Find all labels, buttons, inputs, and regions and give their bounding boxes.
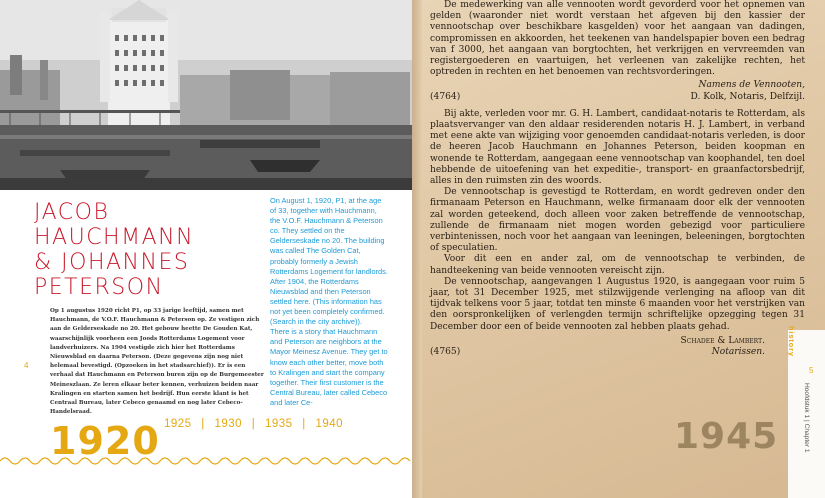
historic-photo-rotterdam: [0, 0, 412, 190]
signature-name-1: D. Kolk, Notaris, Delfzijl.: [690, 91, 805, 102]
timeline-1930: 1930: [214, 418, 243, 430]
newspaper-paragraph-3: De vennootschap is gevestigd te Rotterdam, en wordt gedreven onder den firmanaam Peterson en Hauchmann, welke firmanaam door elk der vennooten zal worden geteekend, doch alleen voor zaken betreffende de vennootschap, zullende de firmanaam niet mogen worden gebezigd voor particuliere verbintenissen, noch voor het aangaan van leeningen, beleeningen, borgtochten of speculatien.: [430, 187, 805, 254]
wave-decoration: [0, 455, 412, 467]
paper-fold: [412, 0, 422, 498]
right-page: [412, 0, 825, 498]
dutch-body-text: Op 1 augustus 1920 richt P1, op 33 jarige leeftijd, samen met Hauchmann, de V.O.F. Hauchmann & Peterson op. Ze vestigen zich aan de Gelderseskade no 20. Het gebouw heette De Gouden Kat, waarschijnlijk voorheen een Joods Rotterdams Logement voor landverhuizers. Na 1904 vestigde zich hier het Rotterdams Nieuwsblad en daarna Peterson. (Deze gegevens zijn nog niet helemaal bevestigd. (Opzoeken in het stadsarchief)). Er is een verhaal dat Hauchmann en Peterson buren zijn op de Burgemeester Meineszlaan. Ze leren elkaar beter kennen, verhuizen beiden naar Kralingen en starten samen het bedrijf. Hun eerste klant is het Centraal Bureau, later Cebeco genaamd en nog later Cebeco-Handelsraad.: [50, 308, 264, 416]
newspaper-paragraph-1: De medewerking van alle vennooten wordt gevorderd voor het opnemen van gelden (waaronder niet wordt verstaan het afgeven bij den kassier der vennootschap over beschikbare kasgelden) voor het aangaan van dadingen, compromissen en akkoorden, het teekenen van handelspapier boven een bedrag van f 3000, het aangaan van borgtochten, het verkrijgen en vervreemden van registergoederen en vaartuigen, het verleenen van zakelijke rechten, het optreden in rechten en het benoemen van rechtsvorderingen.: [430, 0, 805, 78]
timeline-1925: 1925: [164, 418, 192, 430]
left-page: [0, 0, 412, 498]
english-paragraph-2: There is a story that Hauchmann and Peterson are neighbors at the Mayor Meinesz Avenue. They get to know each other better, move both to Kralingen and start the company together. Their first customer is the Central Bureau, later called Cebeco and later Ce-: [270, 327, 388, 407]
timeline: [164, 418, 343, 430]
newspaper-paragraph-4: Voor dit een en ander zal, om de vennootschap te verbinden, de handteekening van beide vennooten vereischt zijn.: [430, 254, 805, 276]
signature-role-2: Notarissen.: [711, 347, 765, 358]
title-line-2: & JOHANNES: [34, 250, 190, 275]
newspaper-paragraph-2: Bij akte, verleden voor mr. G. H. Lambert, candidaat-notaris te Rotterdam, als plaatsvervanger van den aldaar residerenden notaris H. J. Lambert, in verband met eene akte van wijziging voor genoemden candidaat-notaris verleden, is door de heeren Jacob Hauchmann en Johannes Peterson, beiden koopman en wonende te Rotterdam, aangegaan eene vennootschap van koophandel, ten doel hebbende de uitoefening van het expeditie-, transport- en graanfactorsbedrijf, alles in den ruimsten zin des woords.: [430, 108, 805, 187]
timeline-separator: |: [251, 418, 256, 430]
side-label-history: history: [787, 326, 796, 357]
timeline-separator: |: [201, 418, 205, 430]
signature-name-2: Schadee & Lambert.: [680, 335, 765, 346]
signature-row-2: [430, 347, 765, 358]
timeline-1935: 1935: [265, 418, 293, 430]
title-line-1: JACOB HAUCHMANN: [34, 200, 195, 250]
reference-4764: (4764): [430, 91, 461, 102]
photo-illustration: [0, 0, 412, 190]
page-number-right: 5: [809, 366, 814, 375]
side-chapter-label: Hoofdstuk 1 | Chapter 1: [803, 383, 810, 453]
article-title: [34, 200, 264, 300]
newspaper-text: [430, 0, 805, 358]
newspaper-paragraph-5: De vennootschap, aangevangen 1 Augustus 1920, is aangegaan voor ruim 5 jaar, tot 31 December 1925, met stilzwijgende verlenging na afloop van dit tijdvak telkens voor 5 jaar, totdat ten minste 6 maanden voor het verstrijken van den oorspronkelijken of verlengden termijn schriftelijke opzegging tegen 31 December door een of beide vennooten zal hebben plaats gehad.: [430, 276, 805, 332]
english-text-column: [270, 196, 388, 408]
signature-row-1: [430, 92, 805, 103]
year-1920: 1920: [50, 419, 160, 463]
timeline-separator: |: [302, 418, 306, 430]
reference-4765: (4765): [430, 347, 461, 358]
year-1945: 1945: [674, 416, 779, 457]
signature-label-1: Namens de Vennooten,: [698, 80, 805, 91]
page-number-left: 4: [24, 361, 29, 370]
timeline-1940: 1940: [315, 418, 344, 430]
english-paragraph-1: On August 1, 1920, P1, at the age of 33, together with Hauchmann, the V.O.F. Hauchmann & Peterson co. They settled on the Gelderseskade no 20. The building was called The Golden Cat, probably formerly a Jewish Rotterdams Logement for landlords. After 1904, the Rotterdams Nieuwsblad and then Peterson settled here. (This information has not yet been completely confirmed. (Search in the city archive)).: [270, 196, 388, 327]
title-line-3: PETERSON: [34, 275, 164, 300]
